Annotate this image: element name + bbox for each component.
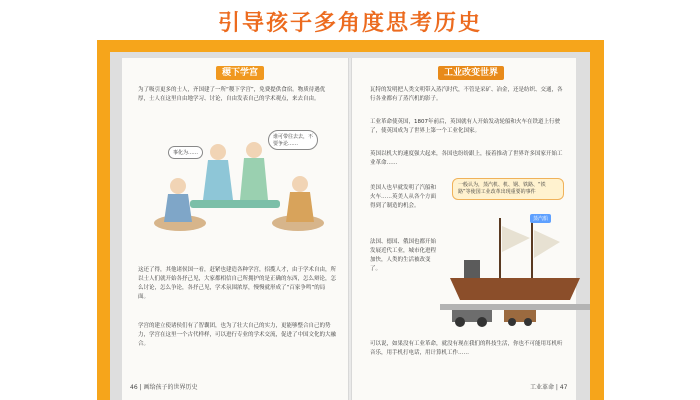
left-section-tag: 稷下学宫 (216, 66, 264, 80)
ship-label: 蒸汽船 (530, 214, 551, 223)
right-paragraph-6: 可以说，如果没有工业革命，就没有现在我们的科技生活，你也不可能用耳机听音乐，用手机打电话，用计算机工作…… (370, 341, 563, 356)
right-page-footer: 工业革命 | 47 (530, 384, 568, 391)
speech-bubble-1: 事化为…… (168, 146, 203, 159)
right-section-tag: 工业改变世界 (438, 66, 504, 80)
right-paragraph-3: 英国以机大的速度强大起来，各国也纷纷跟上，接着推动了世界许多国家开始工业革命…… (370, 151, 563, 166)
speech-bubble-2: 谁可带往去去，不要争论…… (268, 130, 318, 150)
right-paragraph-5: 法国、德国、俄国也都开始发展近代工业，城市化进程加快，人类的生活被改变了。 (370, 239, 437, 272)
banner (0, 0, 700, 40)
left-paragraph-2: 这还了得，其他诸侯国一看，赶紧也建造各种学宫，招揽人才，由于学术自由，所以士人们就开始各抒己见，大家都相信自己所拥护的是正确的东西，怎么辩论，怎么讨论，怎么争论，各抒己见，学术氛围浓厚，慢慢就形成了“百家争鸣”的局面。 (138, 267, 337, 300)
right-paragraph-2: 工业革命使英国，1807年前后，英国就有人开始发动轮船和火车在铁道上行驶了，使英国成为了世界上第一个工业化国家。 (370, 119, 560, 134)
steam-ship-train-illustration (440, 208, 590, 328)
left-paragraph-1: 为了吸引更多的士人，齐国建了一所“稷下学宫”，免费提供食宿。物质待遇优厚，士人在这里自由地学习、讨论，自由发表自己的学术观点，来去自由。 (138, 87, 326, 102)
left-page-footer: 46 | 画给孩子的世界历史 (130, 384, 198, 391)
right-paragraph-1: 瓦特的发明把人类文明带入蒸汽时代，不管是采矿、冶金，还是纺织、交通，各行各业都有了蒸汽机的影子。 (370, 87, 563, 102)
right-paragraph-4: 美国人也早就发明了汽船和火车……英美人从各个方面得到了制造的机会。 (370, 185, 437, 209)
banner-title: 引导孩子多角度思考历史 (217, 11, 482, 36)
book-spine (348, 58, 352, 400)
note-box: 一般认为，蒸汽机、机、钢、铁路、“铁路”等使国工业改革出现重要的事件 (452, 178, 564, 200)
left-paragraph-3: 学宫的建立使诸侯们有了智囊团，也为了壮大自己的实力，更能够整合自己的势力，学宫在这里一个古代样样，可以进行专业的学术交流，促进了中国文化的大融合。 (138, 323, 337, 347)
